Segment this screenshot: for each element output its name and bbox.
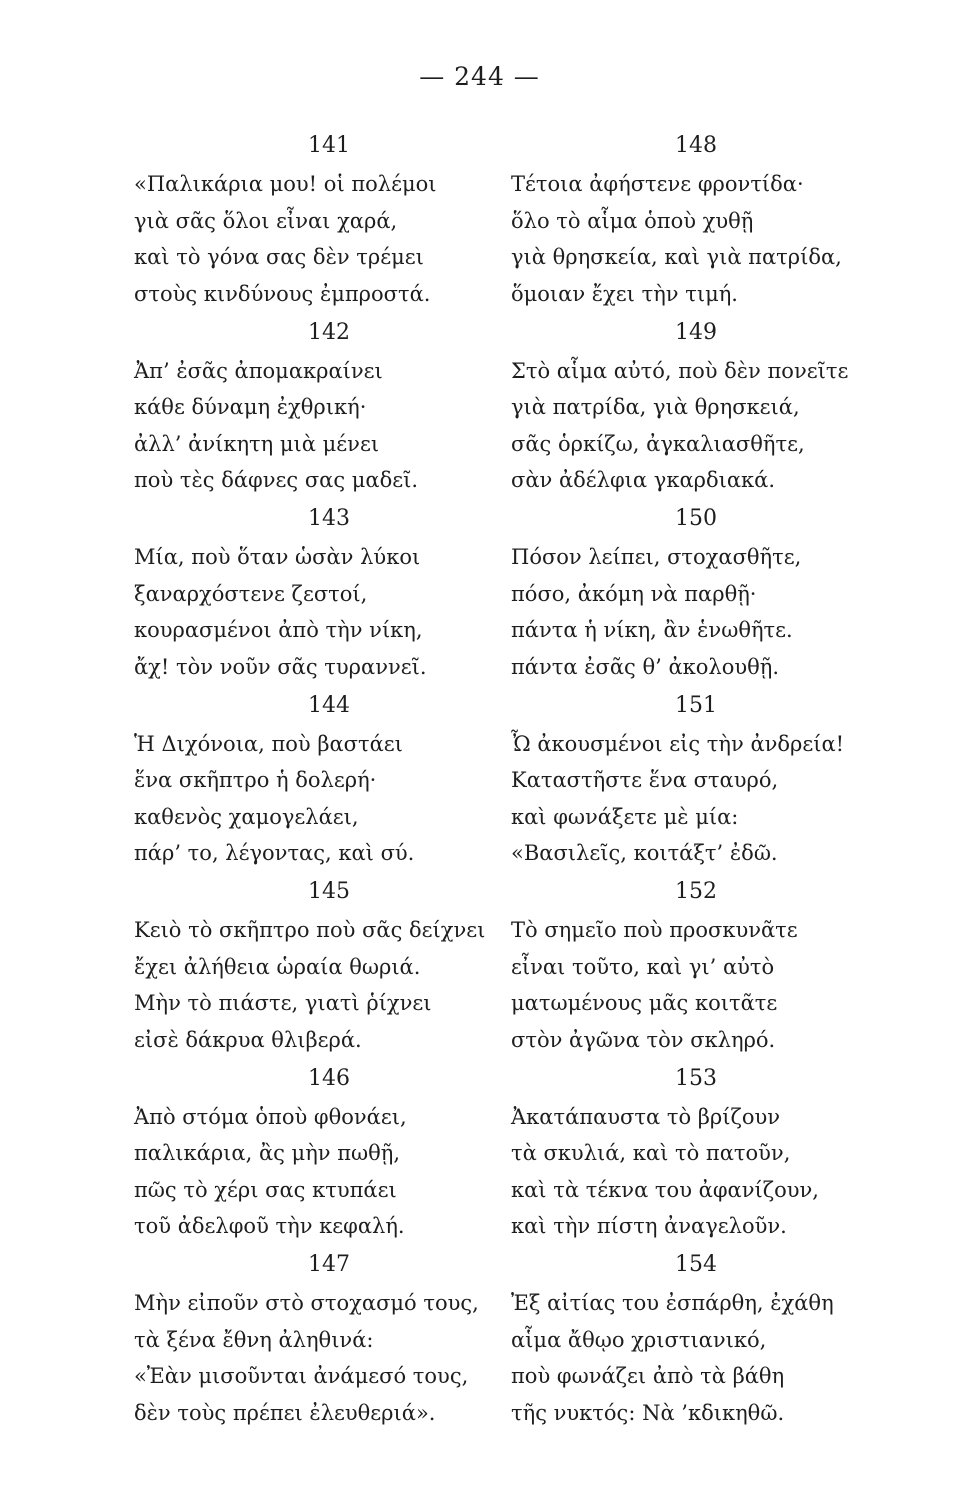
stanza-number: 143	[308, 506, 350, 531]
verse-line: πάντα ἐσᾶς θ’ ἀκολουθῇ.	[511, 654, 780, 679]
stanza-number: 146	[308, 1065, 350, 1091]
stanza-number: 151	[675, 692, 717, 718]
stanza-number: 150	[675, 506, 717, 531]
stanza	[134, 126, 506, 313]
verse-line: εἰσὲ δάκρυα θλιβερά.	[134, 1027, 362, 1052]
stanza	[134, 1059, 506, 1246]
stanza-number: 148	[675, 133, 717, 158]
verse-line: «Βασιλεῖς, κοιτάξτ’ ἐδῶ.	[511, 841, 778, 865]
verse-line: «Παλικάρια μου! οἱ πολέμοι	[134, 172, 437, 196]
verse-line: ἄχ! τὸν νοῦν σᾶς τυραννεῖ.	[134, 654, 427, 679]
verse-line: Μία, ποὺ ὅταν ὡσὰν λύκοι	[134, 545, 421, 569]
verse-line: ἕνα σκῆπτρο ἡ δολερή·	[134, 768, 377, 792]
stanza	[511, 872, 851, 1059]
stanza-number: 153	[675, 1065, 717, 1091]
verse-line: σὰν ἀδέλφια γκαρδιακά.	[511, 468, 776, 492]
verse-line: καθενὸς χαμογελάει,	[134, 804, 359, 829]
verse-line: αἷμα ἄθῳο χριστιανικό,	[511, 1327, 767, 1352]
verse-line: στοὺς κινδύνους ἐμπροστά.	[134, 281, 431, 306]
verse-line: Στὸ αἷμα αὐτό, ποὺ δὲν πονεῖτε	[511, 358, 849, 383]
stanza	[511, 499, 851, 686]
verse-line: κουρασμένοι ἀπὸ τὴν νίκη,	[134, 618, 423, 642]
stanza-number: 144	[308, 692, 350, 718]
verse-line: καὶ τὰ τέκνα του ἀφανίζουν,	[511, 1177, 819, 1202]
verse-line: ξαναρχόστενε ζεστοί,	[134, 581, 368, 606]
verse-line: ματωμένους μᾶς κοιτᾶτε	[511, 991, 778, 1015]
stanza-number: 142	[308, 319, 350, 345]
left-column	[134, 126, 506, 1432]
verse-line: Μὴν εἰποῦν στὸ στοχασμό τους,	[134, 1291, 479, 1315]
stanza	[134, 686, 506, 873]
stanza	[511, 126, 851, 313]
stanza	[134, 1245, 506, 1432]
stanza-number: 154	[675, 1252, 717, 1277]
right-column	[511, 126, 851, 1432]
verse-line: δὲν τοὺς πρέπει ἐλευθεριά».	[134, 1400, 436, 1425]
stanza-number: 149	[675, 319, 717, 345]
verse-line: Ἀπὸ στόμα ὁποὺ φθονάει,	[134, 1104, 407, 1129]
verse-line: παλικάρια, ἂς μὴν πωθῇ,	[134, 1141, 401, 1165]
stanza-number: 145	[308, 879, 350, 904]
verse-line: τῆς νυκτός: Νὰ ’κδικηθῶ.	[511, 1400, 785, 1425]
verse-line: Ἀκατάπαυστα τὸ βρίζουν	[511, 1104, 781, 1129]
verse-line: ποὺ φωνάζει ἀπὸ τὰ βάθη	[511, 1364, 785, 1388]
verse-line: Τὸ σημεῖο ποὺ προσκυνᾶτε	[511, 918, 798, 942]
stanza	[134, 499, 506, 686]
stanza	[511, 1245, 851, 1432]
verse-line: κάθε δύναμη ἐχθρική·	[134, 395, 367, 419]
stanza	[134, 313, 506, 500]
verse-line: σᾶς ὁρκίζω, ἀγκαλιασθῆτε,	[511, 431, 805, 456]
verse-line: ποὺ τὲς δάφνες σας μαδεῖ.	[134, 468, 419, 492]
verse-line: πάρ’ το, λέγοντας, καὶ σύ.	[134, 841, 415, 865]
verse-line: Ἐξ αἰτίας του ἐσπάρθη, ἐχάθη	[511, 1291, 834, 1315]
verse-line: Ὦ ἀκουσμένοι εἰς τὴν ἀνδρεία!	[511, 731, 845, 756]
stanza	[134, 872, 506, 1059]
verse-line: ἔχει ἀλήθεια ὡραία θωριά.	[134, 954, 421, 979]
page-number: — 244 —	[419, 62, 540, 91]
verse-line: τὰ σκυλιά, καὶ τὸ πατοῦν,	[511, 1141, 791, 1165]
verse-line: γιὰ θρησκεία, καὶ γιὰ πατρίδα,	[511, 245, 842, 269]
verse-line: τὰ ξένα ἔθνη ἀληθινά:	[134, 1327, 374, 1352]
verse-line: Κειὸ τὸ σκῆπτρο ποὺ σᾶς δείχνει	[134, 918, 486, 942]
verse-line: εἶναι τοῦτο, καὶ γι’ αὐτὸ	[511, 954, 775, 979]
verse-line: Ἀπ’ ἐσᾶς ἀπομακραίνει	[134, 358, 383, 383]
verse-line: τοῦ ἀδελφοῦ τὴν κεφαλή.	[134, 1214, 405, 1238]
verse-line: Τέτοια ἀφήστενε φροντίδα·	[511, 172, 804, 196]
verse-line: πόσο, ἀκόμη νὰ παρθῇ·	[511, 581, 757, 606]
stanza	[511, 1059, 851, 1246]
verse-line: Μὴν τὸ πιάστε, γιατὶ ῥίχνει	[134, 991, 432, 1015]
verse-line: ὅλο τὸ αἷμα ὁποὺ χυθῇ	[511, 208, 754, 233]
verse-line: Ἡ Διχόνοια, ποὺ βαστάει	[134, 731, 403, 756]
verse-line: καὶ τὴν πίστη ἀναγελοῦν.	[511, 1214, 787, 1238]
stanza-number: 147	[308, 1252, 350, 1277]
verse-line: ἀλλ’ ἀνίκητη μιὰ μένει	[134, 431, 380, 456]
verse-line: ὅμοιαν ἔχει τὴν τιμή.	[511, 281, 738, 306]
verse-line: Καταστῆστε ἕνα σταυρό,	[511, 768, 779, 792]
verse-line: στὸν ἀγῶνα τὸν σκληρό.	[511, 1027, 776, 1052]
stanza	[511, 313, 851, 500]
stanza	[511, 686, 851, 873]
verse-line: «Ἐὰν μισοῦνται ἀνάμεσό τους,	[134, 1364, 469, 1388]
verse-line: πάντα ἡ νίκη, ἂν ἑνωθῆτε.	[511, 618, 793, 642]
verse-line: γιὰ σᾶς ὅλοι εἶναι χαρά,	[134, 208, 398, 233]
verse-line: καὶ φωνάξετε μὲ μία:	[511, 804, 739, 829]
stanza-number: 141	[308, 133, 350, 158]
verse-line: καὶ τὸ γόνα σας δὲν τρέμει	[134, 245, 424, 269]
verse-line: Πόσον λείπει, στοχασθῆτε,	[511, 545, 802, 569]
stanza-number: 152	[675, 879, 717, 904]
verse-line: γιὰ πατρίδα, γιὰ θρησκειά,	[511, 395, 800, 419]
verse-line: πῶς τὸ χέρι σας κτυπάει	[134, 1177, 397, 1202]
